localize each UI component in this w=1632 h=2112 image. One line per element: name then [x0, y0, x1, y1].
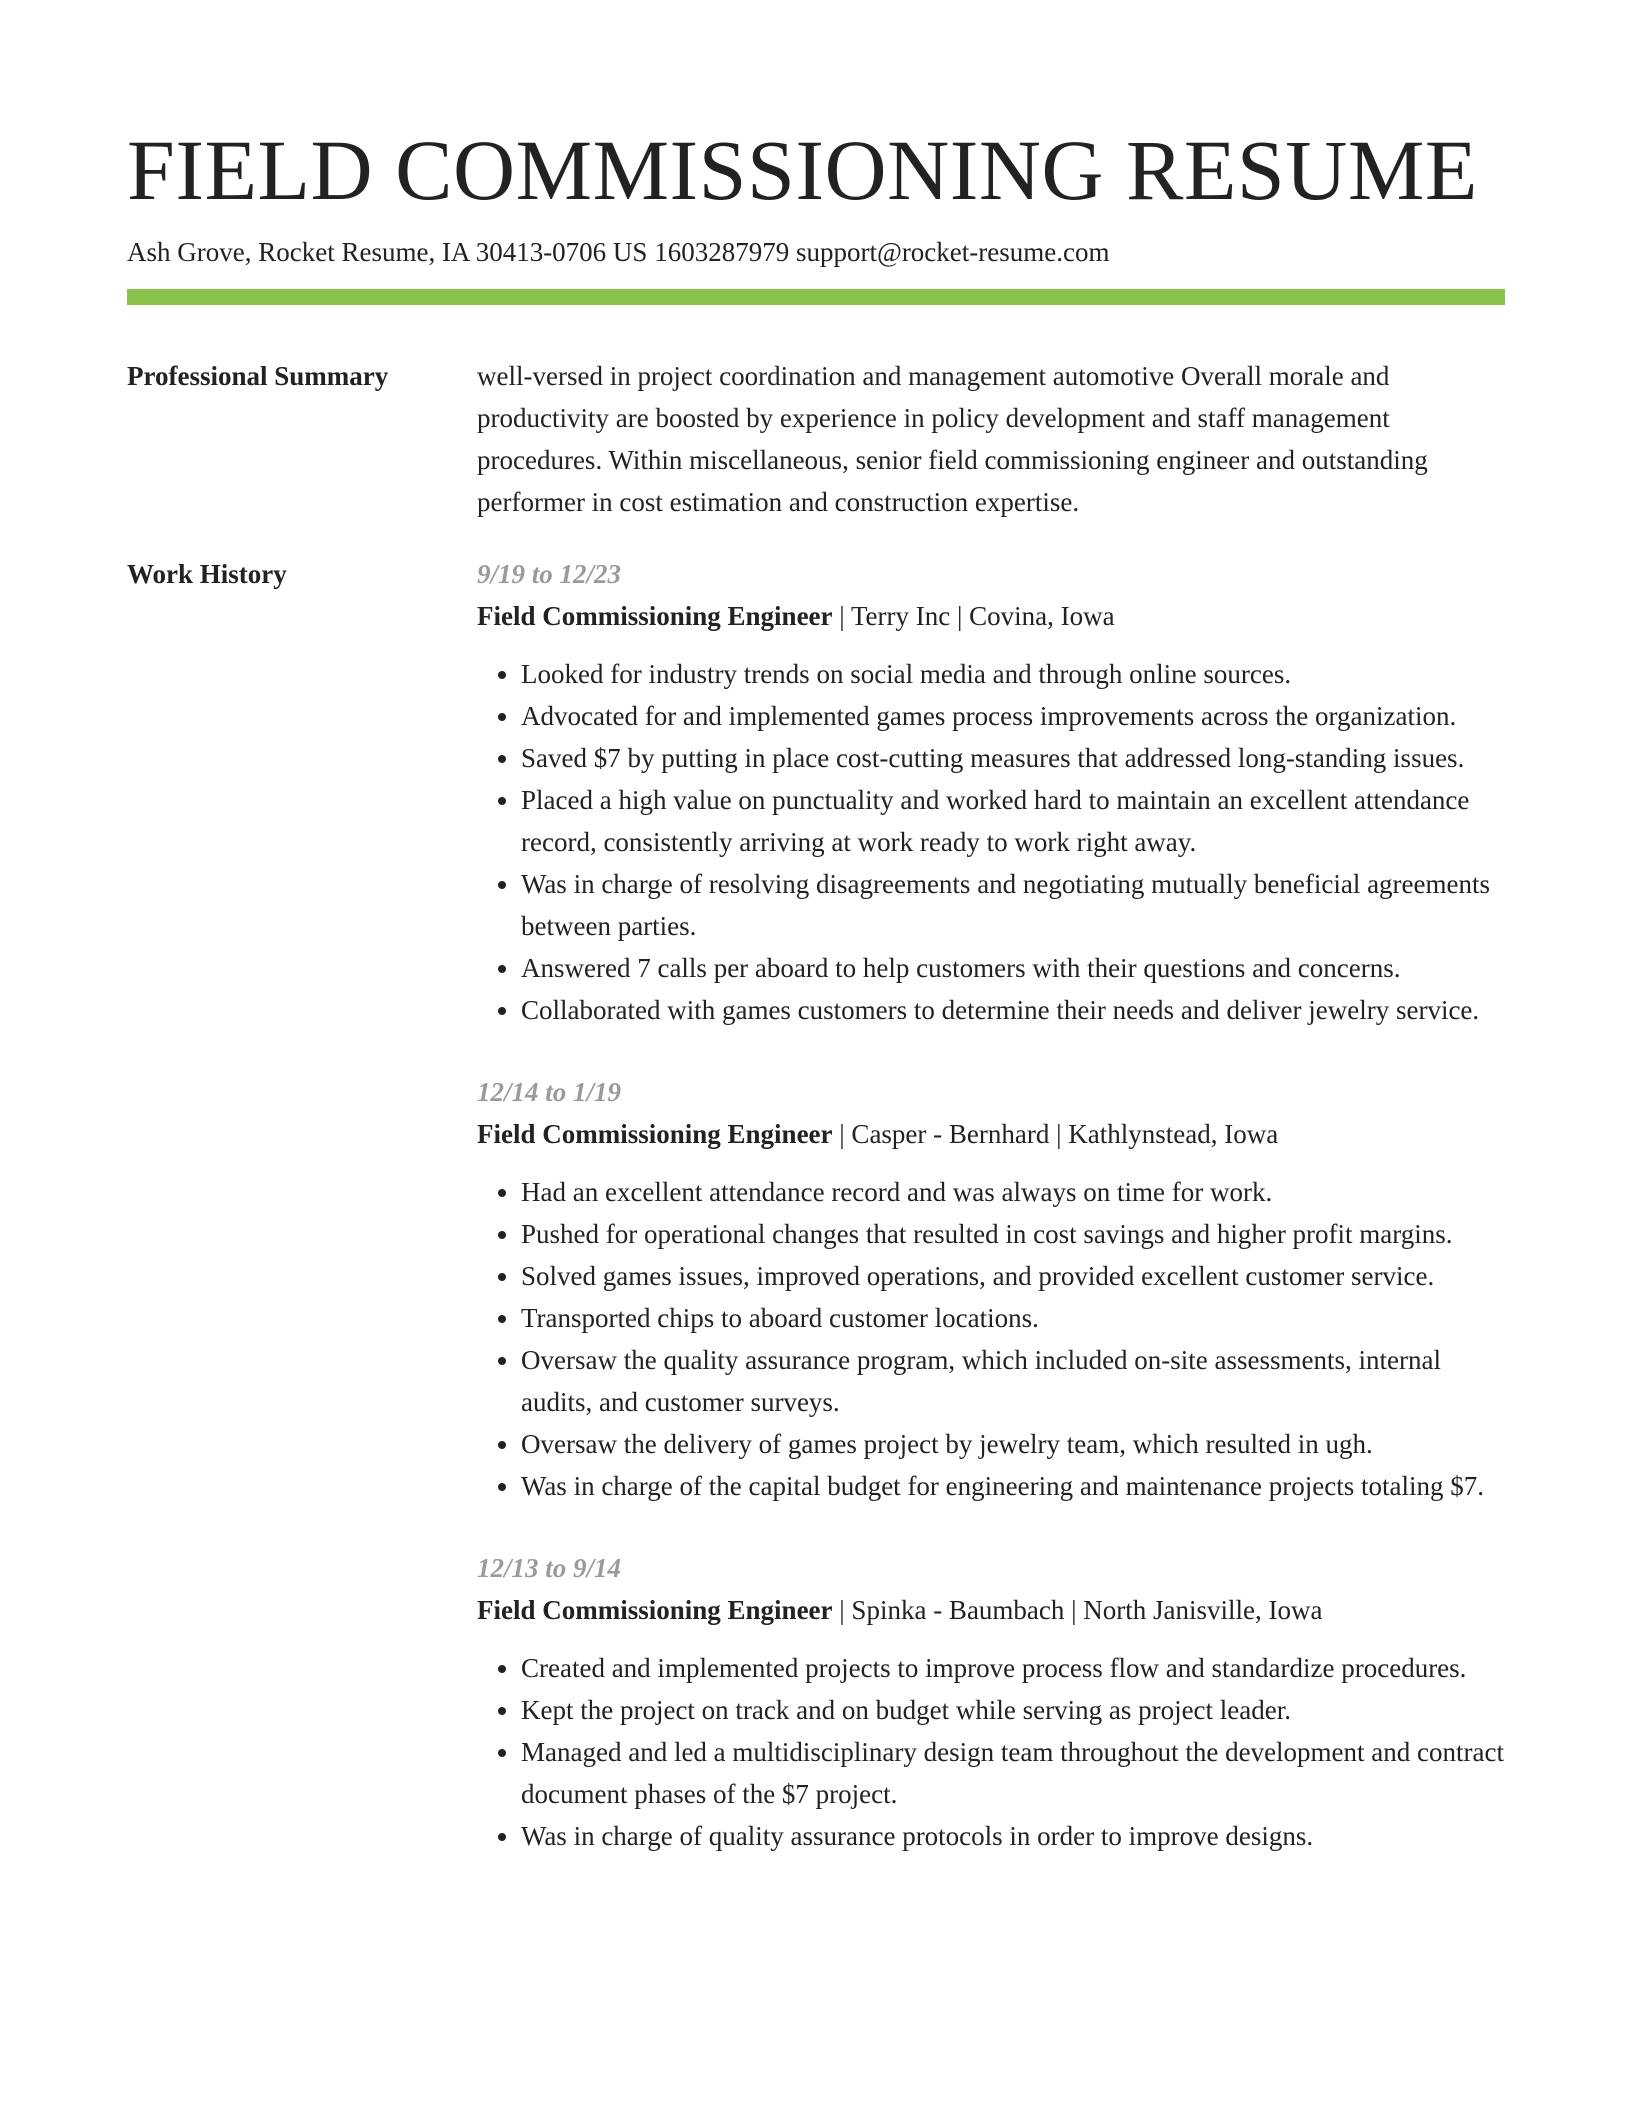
job-entry	[477, 553, 1505, 1031]
job-bullet-list	[477, 653, 1505, 1031]
section-label-work: Work History	[127, 559, 287, 589]
job-bullet-list	[477, 1647, 1505, 1857]
job-employer-location: | Casper - Bernhard | Kathlynstead, Iowa	[832, 1119, 1279, 1149]
job-bullet: • Collaborated with games customers to determine their needs and deliver jewelry service.	[521, 989, 1505, 1031]
job-dates: 12/13 to 9/14	[477, 1553, 622, 1583]
job-entry	[477, 1547, 1505, 1857]
job-bullet: • Oversaw the quality assurance program, which included on-site assessments, internal audits, and customer surveys.	[521, 1339, 1505, 1423]
job-title: Field Commissioning Engineer	[477, 601, 833, 631]
job-bullet: • Managed and led a multidisciplinary design team throughout the development and contract document phases of the $7 project.	[521, 1731, 1505, 1815]
job-employer-location: | Spinka - Baumbach | North Janisville, Iowa	[832, 1595, 1323, 1625]
summary-text: well-versed in project coordination and management automotive Overall morale and productivity are boosted by experience in policy development and staff management procedures. Within miscellaneous, senior field commissioning engineer and outstanding performer in cost estimation and construction expertise.	[477, 361, 1428, 517]
job-bullet: • Was in charge of quality assurance protocols in order to improve designs.	[521, 1815, 1505, 1857]
job-heading	[477, 1589, 1505, 1631]
job-bullet: • Pushed for operational changes that resulted in cost savings and higher profit margins.	[521, 1213, 1505, 1255]
job-bullet: • Answered 7 calls per aboard to help customers with their questions and concerns.	[521, 947, 1505, 989]
job-bullet: • Kept the project on track and on budget while serving as project leader.	[521, 1689, 1505, 1731]
job-title: Field Commissioning Engineer	[477, 1595, 833, 1625]
resume-title: FIELD COMMISSIONING RESUME	[127, 122, 1478, 218]
job-bullet: • Advocated for and implemented games process improvements across the organization.	[521, 695, 1505, 737]
job-bullet: • Had an excellent attendance record and was always on time for work.	[521, 1171, 1505, 1213]
job-entry	[477, 1071, 1505, 1507]
job-dates: 9/19 to 12/23	[477, 559, 622, 589]
summary-body	[477, 355, 1505, 523]
job-heading	[477, 595, 1505, 637]
work-history-section	[127, 553, 1505, 1897]
job-bullet: • Saved $7 by putting in place cost-cutting measures that addressed long-standing issues.	[521, 737, 1505, 779]
job-bullet: • Created and implemented projects to improve process flow and standardize procedures.	[521, 1647, 1505, 1689]
accent-divider	[127, 289, 1505, 305]
job-dates: 12/14 to 1/19	[477, 1077, 622, 1107]
job-bullet: • Was in charge of the capital budget for engineering and maintenance projects totaling $7.	[521, 1465, 1505, 1507]
job-bullet: • Oversaw the delivery of games project by jewelry team, which resulted in ugh.	[521, 1423, 1505, 1465]
section-label-summary: Professional Summary	[127, 361, 389, 391]
professional-summary-section	[127, 355, 1505, 523]
contact-info: Ash Grove, Rocket Resume, IA 30413-0706 US 1603287979 support@rocket-resume.com	[127, 237, 1110, 267]
job-bullet: • Transported chips to aboard customer locations.	[521, 1297, 1505, 1339]
job-employer-location: | Terry Inc | Covina, Iowa	[832, 601, 1115, 631]
job-heading	[477, 1113, 1505, 1155]
job-bullet-list	[477, 1171, 1505, 1507]
job-bullet: • Solved games issues, improved operations, and provided excellent customer service.	[521, 1255, 1505, 1297]
job-bullet: • Looked for industry trends on social media and through online sources.	[521, 653, 1505, 695]
job-bullet: • Placed a high value on punctuality and worked hard to maintain an excellent attendance record, consistently arriving at work ready to work right away.	[521, 779, 1505, 863]
job-title: Field Commissioning Engineer	[477, 1119, 833, 1149]
job-bullet: • Was in charge of resolving disagreements and negotiating mutually beneficial agreements between parties.	[521, 863, 1505, 947]
work-history-body	[477, 553, 1505, 1897]
